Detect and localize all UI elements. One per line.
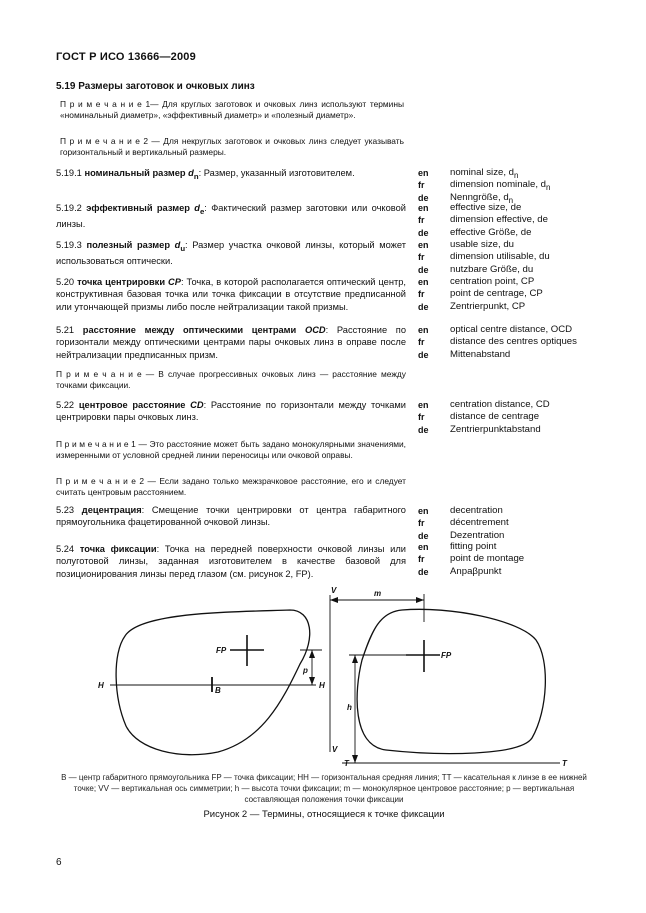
label-t-left: T	[344, 759, 349, 768]
lang-codes-5-21: en fr de	[418, 325, 429, 360]
term-5-23: 5.23 децентрация: Смещение точки центрировки от центра габаритного прямоугольника фацетированной очковой линзы.	[56, 505, 406, 528]
label-h-left: H	[98, 681, 104, 690]
label-h: h	[347, 703, 352, 712]
note-519-1: П р и м е ч а н и е 1— Для круглых заготовок и очковых линз используют термины «номинальный диаметр», «эффективный диаметр» и «полезный диаметр».	[60, 99, 404, 121]
label-b: B	[215, 686, 221, 695]
note-521: П р и м е ч а н и е — В случае прогрессивных очковых линз — расстояние между точками фиксации.	[56, 369, 406, 391]
term-5-19-2: 5.19.2 эффективный размер $d_e$: Фактический размер заготовки или очковой линзы.	[56, 203, 406, 230]
p-arrow-top	[309, 650, 315, 658]
label-fp-left: FP	[216, 646, 227, 655]
section-title: 5.19 Размеры заготовок и очковых линз	[56, 81, 255, 92]
translations-5-19-3: usable size, du dimension utilisable, du nutzbare Größe, du	[450, 239, 550, 275]
term-5-19-1: 5.19.1 номинальный размер $d_n$: Размер, указанный изготовителем.	[56, 168, 355, 181]
label-v-top: V	[331, 586, 337, 595]
translations-5-24: fitting point point de montage Anpaβpunkt	[450, 541, 525, 577]
lang-codes-5-20: en fr de	[418, 277, 429, 312]
label-t-right: T	[562, 759, 567, 768]
label-fp-right: FP	[441, 651, 452, 660]
figure-2-diagram	[0, 580, 646, 770]
right-lens-outline	[357, 609, 545, 753]
term-5-21: 5.21 расстояние между оптическими центрами OCD: Расстояние по горизонтали между оптическими центрами пары очковых линз в оправе после нейтрализации предписанных призм.	[56, 325, 406, 360]
page-number: 6	[56, 857, 62, 868]
translations-5-23: decentration décentrement Dezentration	[450, 505, 509, 541]
label-h-right: H	[319, 681, 325, 690]
lang-codes-5-22: en fr de	[418, 400, 429, 435]
label-m: m	[374, 589, 382, 598]
note-522-2: П р и м е ч а н и е 2 — Если задано только межзрачковое расстояние, его и следует считать центровым расстоянием.	[56, 476, 406, 498]
translations-5-20: centration point, CP point de centrage, CP Zentrierpunkt, CP	[450, 276, 543, 312]
term-5-20: 5.20 точка центрировки CP: Точка, в которой располагается оптический центр, конструктивная базовая точка или точка фиксации в отсутствие предписанной или утончающей призмы либо после нейтрализации такой призмы.	[56, 277, 406, 312]
term-5-24: 5.24 точка фиксации: Точка на передней поверхности очковой линзы или полуготовой линзы, заданная изготовителем в качестве базовой для позиционирования линзы перед глазом (см. рисунок 2, FP).	[56, 544, 406, 579]
translations-5-19-2: effective size, de dimension effective, de effective Größe, de	[450, 202, 548, 238]
m-arrow-right	[416, 597, 424, 603]
translations-5-21: optical centre distance, OCD distance des centres optiques Mittenabstand	[450, 324, 577, 360]
lang-codes-5-19-1: en fr de	[418, 168, 429, 203]
translations-5-19-1: nominal size, $d_n$ dimension nominale, $d_n$ Nenngrößе, $d_n$	[450, 167, 551, 205]
lang-codes-5-19-3: en fr de	[418, 240, 429, 275]
h-arrow-top	[352, 655, 358, 663]
note-519-2: П р и м е ч а н и е 2 — Для некруглых заготовок и очковых линз следует указывать горизонтальный и вертикальный размеры.	[60, 136, 404, 158]
label-v-bottom: V	[332, 745, 338, 754]
m-arrow-left	[330, 597, 338, 603]
document-header: ГОСТ Р ИСО 13666—2009	[56, 51, 196, 63]
p-arrow-bottom	[309, 677, 315, 685]
figure-title: Рисунок 2 — Термины, относящиеся к точке фиксации	[203, 809, 445, 820]
label-p: p	[303, 666, 308, 675]
lang-codes-5-23: en fr de	[418, 506, 429, 541]
lang-codes-5-19-2: en fr de	[418, 203, 429, 238]
lang-codes-5-24: en fr de	[418, 542, 429, 577]
note-522-1: П р и м е ч а н и е 1 — Это расстояние может быть задано монокулярными значениями, измеренными от условной средней линии переносицы или очковой оправы.	[56, 439, 406, 461]
h-arrow-bottom	[352, 755, 358, 763]
translations-5-22: centration distance, CD distance de centrage Zentrierpunktabstand	[450, 399, 550, 435]
left-lens-outline	[116, 610, 310, 755]
figure-caption: B — центр габаритного прямоугольника FP — точка фиксации; HH — горизонтальная средняя линия; TT — касательная к линзе в ее нижней точке; VV — вертикальная ось симметрии; h — высота точки фиксации; m — монокулярное центровое расстояние; p — вертикальная составляющая положения точки фиксации	[61, 773, 587, 804]
term-5-22: 5.22 центровое расстояние CD: Расстояние по горизонтали между точками центрировки пары очковых линз.	[56, 400, 406, 423]
term-5-19-3: 5.19.3 полезный размер $d_u$: Размер участка очковой линзы, который может использоваться оптически.	[56, 240, 407, 267]
